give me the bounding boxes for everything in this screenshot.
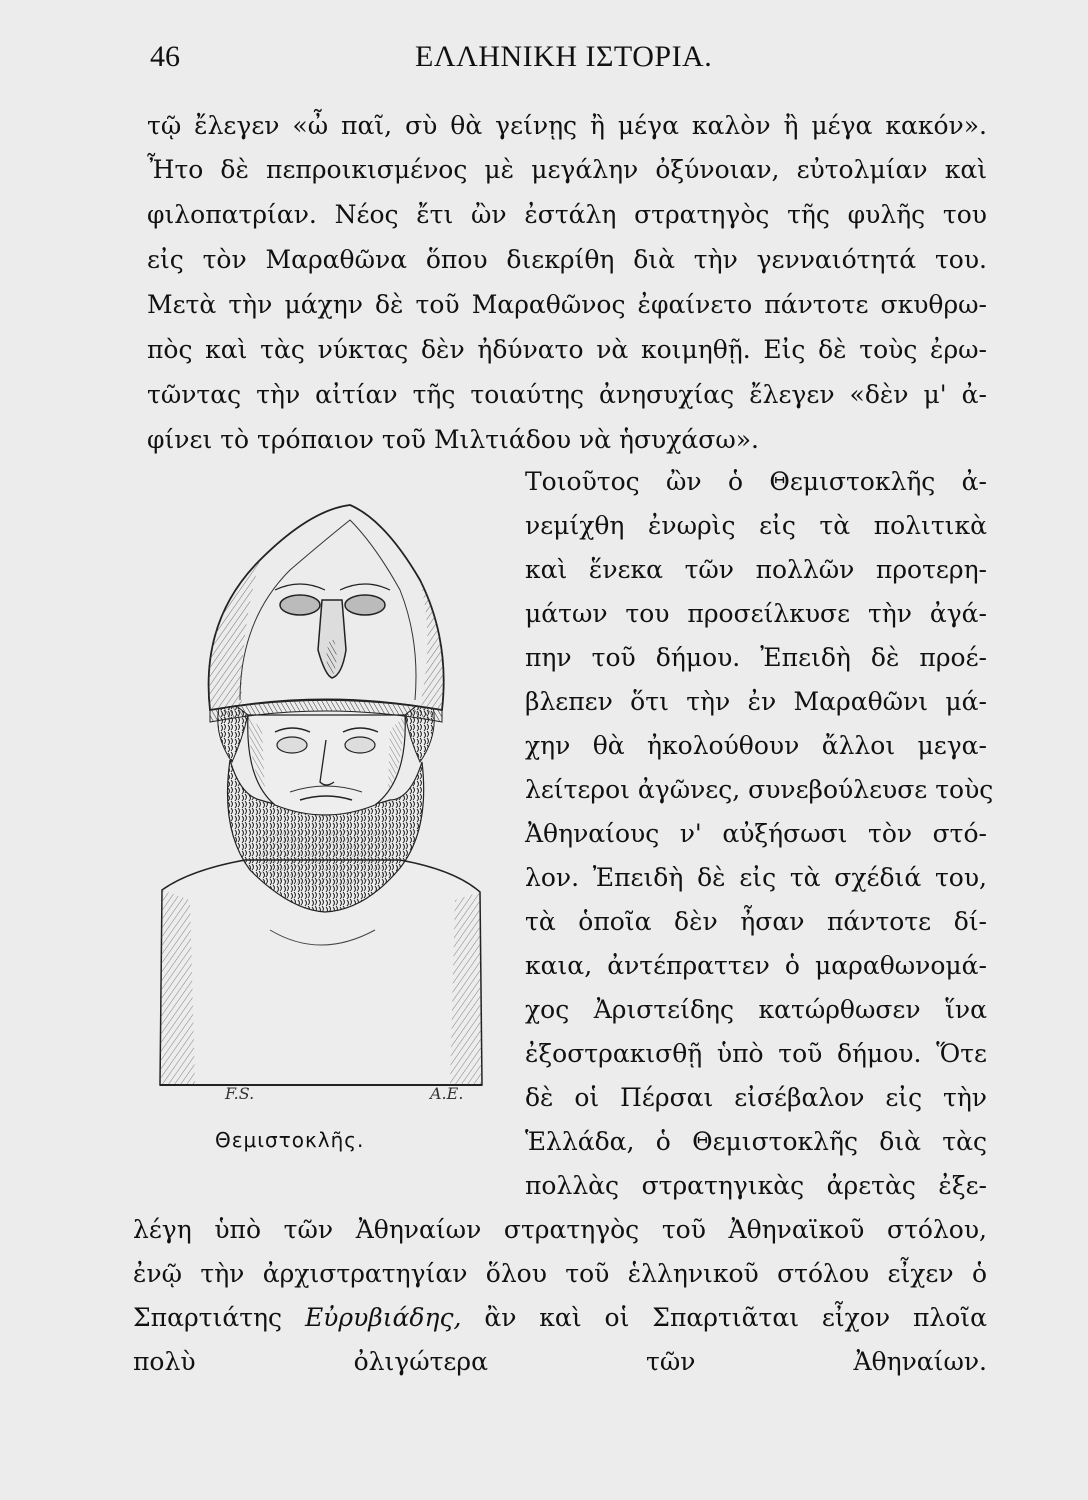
text-fragment: ἂν καὶ οἱ Σπαρτιᾶται εἶχον πλοῖα (461, 1303, 987, 1332)
text-line: Ἦτο δὲ πεπροικισμένος μὲ μεγάλην ὀξύνοιαν, εὐτολμίαν καὶ (147, 155, 987, 184)
text-line: ἐνῷ τὴν ἀρχιστρατηγίαν ὅλου τοῦ ἑλληνικοῦ στόλου εἶχεν ὁ (133, 1259, 987, 1288)
running-title: ΕΛΛΗΝΙΚΗ ΙΣΤΟΡΙΑ. (415, 40, 713, 73)
page-header (150, 40, 1000, 80)
text-line: μάτων του προσείλκυσε τὴν ἀγά- (525, 599, 987, 628)
text-line: φιλοπατρίαν. Νέος ἔτι ὢν ἐστάλη στρατηγὸς τῆς φυλῆς του (147, 200, 987, 229)
text-line: πην τοῦ δήμου. Ἐπειδὴ δὲ προέ- (525, 643, 987, 672)
text-line: τῶντας τὴν αἰτίαν τῆς τοιαύτης ἀνησυχίας ἔλεγεν «δὲν μ' ἀ- (147, 380, 987, 409)
text-line: βλεπεν ὅτι τὴν ἐν Μαραθῶνι μά- (525, 687, 987, 716)
engraver-signature-left: F.S. (225, 1084, 255, 1103)
name-eurybiades: Εὐρυβιάδης, (304, 1303, 462, 1332)
text-line: Μετὰ τὴν μάχην δὲ τοῦ Μαραθῶνος ἐφαίνετο πάντοτε σκυθρω- (147, 290, 987, 319)
text-line: πολὺ ὀλιγώτερα τῶν Ἀθηναίων. (133, 1347, 987, 1376)
text-line: λείτεροι ἀγῶνες, συνεβούλευσε τοὺς (525, 775, 994, 804)
text-line: Τοιοῦτος ὢν ὁ Θεμιστοκλῆς ἀ- (525, 467, 987, 496)
text-line: τὰ ὁποῖα δὲν ἦσαν πάντοτε δί- (525, 907, 987, 936)
text-line: φίνει τὸ τρόπαιον τοῦ Μιλτιάδου νὰ ἡσυχάσω». (147, 425, 759, 454)
text-line: Ἑλλάδα, ὁ Θεμιστοκλῆς διὰ τὰς (525, 1127, 987, 1156)
text-line: δὲ οἱ Πέρσαι εἰσέβαλον εἰς τὴν (525, 1083, 987, 1112)
text-line: νεμίχθη ἐνωρὶς εἰς τὰ πολιτικὰ (525, 511, 987, 540)
text-line: ἐξοστρακισθῇ ὑπὸ τοῦ δήμου. Ὅτε (525, 1039, 987, 1068)
figure-caption: Θεμιστοκλῆς. (215, 1128, 365, 1152)
themistocles-bust-engraving (150, 500, 495, 1100)
text-line: λέγη ὑπὸ τῶν Ἀθηναίων στρατηγὸς τοῦ Ἀθηναϊκοῦ στόλου, (133, 1215, 987, 1244)
text-line: Ἀθηναίους ν' αὐξήσωσι τὸν στό- (525, 819, 987, 848)
text-line: τῷ ἔλεγεν «ὦ παῖ, σὺ θὰ γείνῃς ἢ μέγα καλὸν ἢ μέγα κακόν». (147, 111, 987, 140)
text-fragment: Σπαρτιάτης (133, 1303, 305, 1332)
text-line: πολλὰς στρατηγικὰς ἀρετὰς ἐξε- (525, 1171, 987, 1200)
text-line: καια, ἀντέπραττεν ὁ μαραθωνομά- (525, 951, 987, 980)
text-line: χην θὰ ἠκολούθουν ἄλλοι μεγα- (525, 731, 987, 760)
text-line: πὸς καὶ τὰς νύκτας δὲν ἠδύνατο νὰ κοιμηθῇ. Εἰς δὲ τοὺς ἐρω- (147, 335, 987, 364)
text-line-eurybiades (133, 1302, 987, 1334)
text-line: καὶ ἕνεκα τῶν πολλῶν προτερη- (525, 555, 987, 584)
text-line: λον. Ἐπειδὴ δὲ εἰς τὰ σχέδιά του, (525, 863, 987, 892)
engraver-signature-right: A.E. (430, 1084, 464, 1103)
text-line: εἰς τὸν Μαραθῶνα ὅπου διεκρίθη διὰ τὴν γενναιότητά του. (147, 245, 987, 274)
text-line: χος Ἀριστείδης κατώρθωσεν ἵνα (525, 995, 987, 1024)
page-number: 46 (150, 40, 180, 73)
